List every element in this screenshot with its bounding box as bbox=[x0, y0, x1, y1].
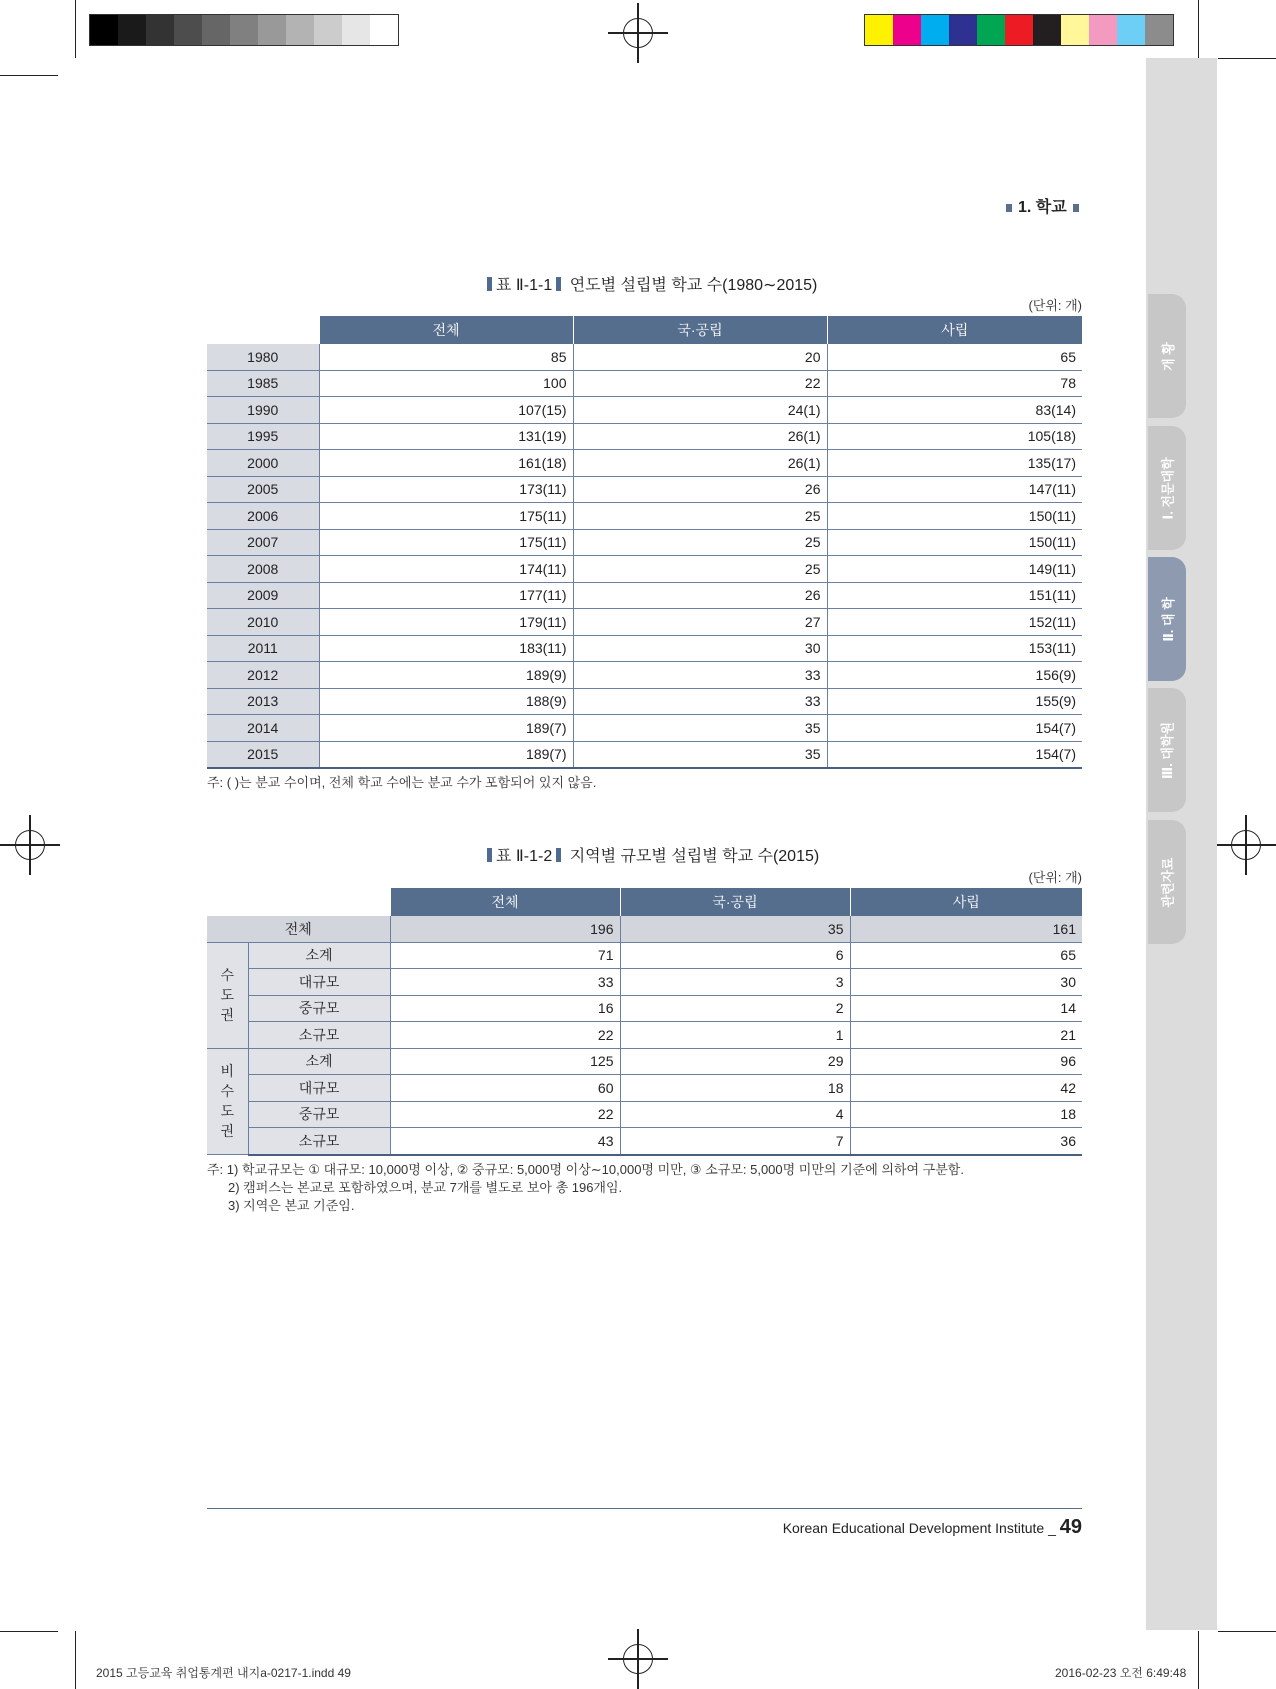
private-cell: 18 bbox=[850, 1101, 1082, 1128]
private-cell: 150(11) bbox=[827, 529, 1082, 556]
private-cell: 153(11) bbox=[827, 635, 1082, 662]
color-swatch bbox=[1145, 15, 1173, 45]
public-cell: 20 bbox=[573, 344, 827, 370]
public-cell: 25 bbox=[573, 556, 827, 583]
year-cell: 2009 bbox=[207, 582, 319, 609]
total-cell: 177(11) bbox=[319, 582, 573, 609]
footer-rule bbox=[207, 1508, 1082, 1509]
total-cell: 85 bbox=[319, 344, 573, 370]
total-cell: 43 bbox=[390, 1128, 620, 1155]
color-swatch bbox=[342, 15, 370, 45]
public-cell: 33 bbox=[573, 688, 827, 715]
total-cell: 175(11) bbox=[319, 529, 573, 556]
region-group-label: 비 수 도 권 bbox=[207, 1048, 248, 1155]
color-swatch bbox=[286, 15, 314, 45]
private-cell: 155(9) bbox=[827, 688, 1082, 715]
private-cell: 135(17) bbox=[827, 450, 1082, 477]
color-swatch bbox=[230, 15, 258, 45]
table-row-total bbox=[207, 916, 1082, 942]
private-cell: 78 bbox=[827, 370, 1082, 397]
table-row bbox=[207, 344, 1082, 370]
year-cell: 2010 bbox=[207, 609, 319, 636]
table1-header-row bbox=[207, 316, 1082, 344]
table-row bbox=[207, 715, 1082, 742]
slug-file-info: 2015 고등교육 취업통계편 내지a-0217-1.indd 49 bbox=[96, 1666, 351, 1680]
total-cell: 175(11) bbox=[319, 503, 573, 530]
year-cell: 1995 bbox=[207, 423, 319, 450]
title-bar-icon bbox=[487, 277, 492, 291]
private-cell: 147(11) bbox=[827, 476, 1082, 503]
registration-mark bbox=[1216, 815, 1276, 875]
public-cell: 29 bbox=[620, 1048, 850, 1075]
year-cell: 2011 bbox=[207, 635, 319, 662]
crop-mark bbox=[1218, 1631, 1276, 1632]
slug-timestamp: 2016-02-23 오전 6:49:48 bbox=[1055, 1666, 1187, 1680]
public-cell: 22 bbox=[573, 370, 827, 397]
private-cell: 36 bbox=[850, 1128, 1082, 1155]
public-cell: 1 bbox=[620, 1022, 850, 1049]
registration-mark bbox=[0, 815, 60, 875]
table-row bbox=[207, 1048, 1082, 1075]
col-header-total: 전체 bbox=[319, 316, 573, 344]
page-number: 49 bbox=[1059, 1516, 1082, 1538]
color-swatch bbox=[949, 15, 977, 45]
bullet-square-icon bbox=[1006, 204, 1012, 212]
color-swatch bbox=[202, 15, 230, 45]
table-row bbox=[207, 423, 1082, 450]
row-label: 전체 bbox=[207, 916, 390, 942]
registration-mark bbox=[608, 1629, 668, 1689]
private-cell: 14 bbox=[850, 995, 1082, 1022]
private-cell: 83(14) bbox=[827, 397, 1082, 424]
table-row bbox=[207, 635, 1082, 662]
total-cell: 22 bbox=[390, 1101, 620, 1128]
col-header-private: 사립 bbox=[850, 888, 1082, 916]
private-cell: 65 bbox=[827, 344, 1082, 370]
public-cell: 26(1) bbox=[573, 450, 827, 477]
title-bar-icon bbox=[487, 848, 492, 862]
crop-mark bbox=[1218, 58, 1276, 59]
private-cell: 152(11) bbox=[827, 609, 1082, 636]
public-cell: 6 bbox=[620, 942, 850, 969]
year-cell: 2005 bbox=[207, 476, 319, 503]
color-swatch bbox=[921, 15, 949, 45]
public-cell: 4 bbox=[620, 1101, 850, 1128]
table-row bbox=[207, 476, 1082, 503]
col-header-private: 사립 bbox=[827, 316, 1082, 344]
total-cell: 161(18) bbox=[319, 450, 573, 477]
size-label: 중규모 bbox=[248, 1101, 390, 1128]
size-label: 소계 bbox=[248, 942, 390, 969]
side-tab-label: Ⅱ. 대 학 bbox=[1160, 596, 1176, 642]
bullet-square-icon bbox=[1073, 204, 1079, 212]
note-line: 3) 지역은 본교 기준임. bbox=[228, 1198, 355, 1213]
private-cell: 30 bbox=[850, 969, 1082, 996]
year-cell: 2014 bbox=[207, 715, 319, 742]
title-bar-icon bbox=[556, 848, 561, 862]
size-label: 소계 bbox=[248, 1048, 390, 1075]
col-header-public: 국·공립 bbox=[620, 888, 850, 916]
side-tab-overview[interactable] bbox=[1148, 294, 1186, 418]
table-row bbox=[207, 556, 1082, 583]
private-cell: 42 bbox=[850, 1075, 1082, 1102]
page-footer bbox=[783, 1516, 1082, 1539]
public-cell: 26(1) bbox=[573, 423, 827, 450]
side-tab-label: Ⅰ. 전문대학 bbox=[1160, 456, 1176, 520]
public-cell: 30 bbox=[573, 635, 827, 662]
table-row bbox=[207, 662, 1082, 689]
total-cell: 71 bbox=[390, 942, 620, 969]
table-row bbox=[207, 1022, 1082, 1049]
year-cell: 2007 bbox=[207, 529, 319, 556]
col-header-public: 국·공립 bbox=[573, 316, 827, 344]
side-tab-label: Ⅲ. 대학원 bbox=[1160, 721, 1176, 779]
public-cell: 24(1) bbox=[573, 397, 827, 424]
table-row bbox=[207, 503, 1082, 530]
private-cell: 154(7) bbox=[827, 741, 1082, 768]
color-swatch bbox=[118, 15, 146, 45]
table2-notes bbox=[207, 1161, 964, 1215]
total-cell: 183(11) bbox=[319, 635, 573, 662]
color-swatch bbox=[314, 15, 342, 45]
year-cell: 2013 bbox=[207, 688, 319, 715]
public-cell: 35 bbox=[573, 741, 827, 768]
col-header-total: 전체 bbox=[390, 888, 620, 916]
color-swatch bbox=[90, 15, 118, 45]
table-row bbox=[207, 582, 1082, 609]
public-cell: 25 bbox=[573, 529, 827, 556]
year-cell: 1980 bbox=[207, 344, 319, 370]
public-cell: 18 bbox=[620, 1075, 850, 1102]
total-cell: 174(11) bbox=[319, 556, 573, 583]
color-swatch bbox=[1005, 15, 1033, 45]
private-cell: 21 bbox=[850, 1022, 1082, 1049]
table2-header-row bbox=[207, 888, 1082, 916]
total-cell: 33 bbox=[390, 969, 620, 996]
table-row bbox=[207, 942, 1082, 969]
total-cell: 189(9) bbox=[319, 662, 573, 689]
year-cell: 1990 bbox=[207, 397, 319, 424]
public-cell: 33 bbox=[573, 662, 827, 689]
year-cell: 1985 bbox=[207, 370, 319, 397]
private-cell: 156(9) bbox=[827, 662, 1082, 689]
year-cell: 2008 bbox=[207, 556, 319, 583]
registration-mark bbox=[608, 3, 668, 63]
public-cell: 2 bbox=[620, 995, 850, 1022]
table1-note: 주: ( )는 분교 수이며, 전체 학교 수에는 분교 수가 포함되어 있지 않음. bbox=[207, 775, 597, 790]
total-cell: 131(19) bbox=[319, 423, 573, 450]
private-cell: 105(18) bbox=[827, 423, 1082, 450]
table-row bbox=[207, 370, 1082, 397]
private-cell: 65 bbox=[850, 942, 1082, 969]
color-swatch bbox=[1089, 15, 1117, 45]
side-tab-graduate-school[interactable] bbox=[1148, 688, 1186, 812]
title-bar-icon bbox=[556, 277, 561, 291]
year-cell: 2015 bbox=[207, 741, 319, 768]
year-cell: 2000 bbox=[207, 450, 319, 477]
table2-prefix: 표 Ⅱ-1-2 bbox=[496, 848, 553, 865]
public-cell: 7 bbox=[620, 1128, 850, 1155]
side-tab-university[interactable] bbox=[1148, 557, 1186, 681]
side-tab-references[interactable] bbox=[1148, 820, 1186, 944]
table-row bbox=[207, 1101, 1082, 1128]
year-cell: 2012 bbox=[207, 662, 319, 689]
total-cell: 125 bbox=[390, 1048, 620, 1075]
color-swatch bbox=[370, 15, 398, 45]
crop-mark bbox=[0, 1631, 58, 1632]
total-cell: 189(7) bbox=[319, 715, 573, 742]
table1-prefix: 표 Ⅱ-1-1 bbox=[496, 277, 553, 294]
color-swatch bbox=[977, 15, 1005, 45]
table1 bbox=[207, 316, 1082, 769]
crop-mark bbox=[75, 1631, 76, 1689]
public-cell: 35 bbox=[573, 715, 827, 742]
total-cell: 196 bbox=[390, 916, 620, 942]
private-cell: 149(11) bbox=[827, 556, 1082, 583]
table-row bbox=[207, 741, 1082, 768]
crop-mark bbox=[75, 0, 76, 58]
gray-swatch-bar bbox=[89, 14, 399, 46]
table2-title bbox=[483, 843, 819, 866]
public-cell: 25 bbox=[573, 503, 827, 530]
side-tab-label: 개 황 bbox=[1160, 341, 1176, 371]
table1-caption: 연도별 설립별 학교 수(1980∼2015) bbox=[569, 277, 818, 294]
table-row bbox=[207, 1075, 1082, 1102]
total-cell: 100 bbox=[319, 370, 573, 397]
section-title: 1. 학교 bbox=[1018, 199, 1067, 216]
total-cell: 60 bbox=[390, 1075, 620, 1102]
public-cell: 35 bbox=[620, 916, 850, 942]
size-label: 대규모 bbox=[248, 1075, 390, 1102]
color-swatch-bar bbox=[864, 14, 1174, 46]
color-swatch bbox=[146, 15, 174, 45]
public-cell: 3 bbox=[620, 969, 850, 996]
table-row bbox=[207, 529, 1082, 556]
side-tab-label: 관련자료 bbox=[1160, 856, 1176, 908]
table-row bbox=[207, 969, 1082, 996]
table-row bbox=[207, 995, 1082, 1022]
year-cell: 2006 bbox=[207, 503, 319, 530]
total-cell: 16 bbox=[390, 995, 620, 1022]
region-group-label: 수 도 권 bbox=[207, 942, 248, 1048]
note-line: 주: 1) 학교규모는 ① 대규모: 10,000명 이상, ② 중규모: 5,000명 이상∼10,000명 미만, ③ 소규모: 5,000명 미만의 기준에 의하여 구분함. bbox=[207, 1162, 964, 1177]
private-cell: 154(7) bbox=[827, 715, 1082, 742]
private-cell: 150(11) bbox=[827, 503, 1082, 530]
footer-institution: Korean Educational Development Institute _ bbox=[782, 1520, 1056, 1536]
total-cell: 107(15) bbox=[319, 397, 573, 424]
size-label: 소규모 bbox=[248, 1128, 390, 1155]
total-cell: 188(9) bbox=[319, 688, 573, 715]
table-row bbox=[207, 397, 1082, 424]
section-heading bbox=[1000, 194, 1085, 217]
side-tab-junior-college[interactable] bbox=[1148, 426, 1186, 550]
color-swatch bbox=[865, 15, 893, 45]
public-cell: 26 bbox=[573, 582, 827, 609]
size-label: 중규모 bbox=[248, 995, 390, 1022]
table-row bbox=[207, 688, 1082, 715]
crop-mark bbox=[1198, 0, 1199, 58]
crop-mark bbox=[1198, 1631, 1199, 1689]
table2 bbox=[207, 888, 1082, 1156]
table1-title bbox=[483, 272, 817, 295]
crop-mark bbox=[0, 75, 58, 76]
total-cell: 173(11) bbox=[319, 476, 573, 503]
total-cell: 22 bbox=[390, 1022, 620, 1049]
private-cell: 161 bbox=[850, 916, 1082, 942]
public-cell: 26 bbox=[573, 476, 827, 503]
table-row bbox=[207, 450, 1082, 477]
private-cell: 151(11) bbox=[827, 582, 1082, 609]
table2-unit: (단위: 개) bbox=[1028, 870, 1082, 885]
color-swatch bbox=[174, 15, 202, 45]
color-swatch bbox=[1033, 15, 1061, 45]
color-swatch bbox=[1061, 15, 1089, 45]
color-swatch bbox=[893, 15, 921, 45]
note-line: 2) 캠퍼스는 본교로 포함하였으며, 분교 7개를 별도로 보아 총 196개임. bbox=[228, 1180, 623, 1195]
table2-caption: 지역별 규모별 설립별 학교 수(2015) bbox=[569, 848, 820, 865]
color-swatch bbox=[1117, 15, 1145, 45]
table-row bbox=[207, 1128, 1082, 1155]
table1-unit: (단위: 개) bbox=[1028, 298, 1082, 313]
size-label: 대규모 bbox=[248, 969, 390, 996]
size-label: 소규모 bbox=[248, 1022, 390, 1049]
color-swatch bbox=[258, 15, 286, 45]
public-cell: 27 bbox=[573, 609, 827, 636]
table-row bbox=[207, 609, 1082, 636]
total-cell: 179(11) bbox=[319, 609, 573, 636]
total-cell: 189(7) bbox=[319, 741, 573, 768]
private-cell: 96 bbox=[850, 1048, 1082, 1075]
